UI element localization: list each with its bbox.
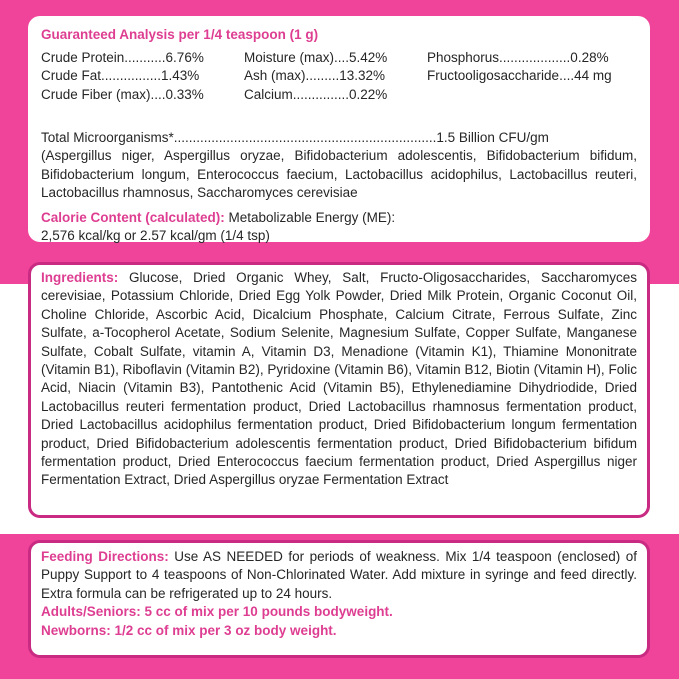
phosphorus-row: Phosphorus...................0.28% [427, 50, 609, 65]
analysis-column-2 [244, 49, 387, 104]
crude-fiber-row: Crude Fiber (max)....0.33% [41, 86, 204, 102]
ash-row: Ash (max).........13.32% [244, 68, 386, 84]
moisture-row: Moisture (max)....5.42% [244, 50, 388, 65]
analysis-column-3 [427, 49, 612, 86]
microorganisms-block [41, 129, 637, 203]
fructooligosaccharide-row: Fructooligosaccharide....44 mg [427, 68, 612, 84]
analysis-title: Guaranteed Analysis per 1/4 teaspoon (1 g) [41, 27, 319, 42]
newborns-dosage: Newborns: 1/2 cc of mix per 3 oz body weight. [41, 622, 337, 638]
calcium-row: Calcium...............0.22% [244, 86, 388, 102]
ingredients-list: Glucose, Dried Organic Whey, Salt, Fructo-Oligosaccharides, Saccharomyces cerevisiae, Potassium Chloride, Dried Egg Yolk Powder, Dried Milk Protein, Organic Coconut Oil, Choline Chloride, Ascorbic Acid, Dicalcium Phosphate, Calcium Citrate, Ferrous Sulfate, Zinc Sulfate, a-Tocopherol Acetate, Sodium Selenite, Magnesium Sulfate, Copper Sulfate, Manganese Sulfate, Cobalt Sulfate, vitamin A, Vitamin D3, Menadione (Vitamin K1), Thiamine Mononitrate (Vitamin B1), Riboflavin (Vitamin B2), Pyridoxine (Vitamin B6), Vitamin B12, Biotin (Vitamin H), Folic Acid, Niacin (Vitamin B3), Pantothenic Acid (Vitamin B5), Ethylenediamine Dihydriodide, Dried Lactobacillus reuteri fermentation product, Dried Lactobacillus rhamnosus fermentation product, Dried Lactobacillus acidophilus fermentation product, Dried Bifidobacterium longum fermentation product, Dried Bifidobacterium adolescentis fermentation product, Dried Bifidobacterium bifidum fermentation product, Dried Enterococcus faecium fermentation product, Dried Aspergillus niger Fermentation Extract, Dried Aspergillus oryzae Fermentation Extract [41, 270, 637, 488]
crude-protein-row: Crude Protein...........6.76% [41, 50, 204, 65]
calorie-text: Metabolizable Energy (ME): [224, 209, 396, 225]
ingredients-text-block [41, 269, 637, 490]
calorie-content [41, 209, 637, 246]
analysis-grid [41, 49, 637, 117]
ingredients-panel [28, 262, 650, 518]
feeding-directions-panel [28, 540, 650, 658]
calorie-label: Calorie Content (calculated): [41, 209, 225, 225]
feeding-label: Feeding Directions: [41, 549, 169, 564]
feeding-text: Use AS NEEDED for periods of weakness. Mix 1/4 teaspoon (enclosed) of Puppy Support to 4 teaspoons of Non-Chlorinated Water. Add mixture in syringe and feed directly. Extra formula can be refrigerated up to 24 hours. [41, 549, 638, 601]
microorganisms-list: (Aspergillus niger, Aspergillus oryzae, Bifidobacterium adolescentis, Bifidobacterium bifidum, Bifidobacterium longum, Enterococcus faecium, Lactobacillus acidophilus, Lactobacillus reuteri, Lactobacillus rhamnosus, Saccharomyces cerevisiae [41, 148, 637, 201]
total-microorganisms-line: Total Microorganisms*......................................................................1.5 Billion CFU/gm [41, 130, 549, 145]
feeding-text-block [41, 548, 637, 603]
ingredients-label: Ingredients: [41, 270, 119, 285]
calorie-value: 2,576 kcal/kg or 2.57 kcal/gm (1/4 tsp) [41, 228, 270, 244]
adults-dosage: Adults/Seniors: 5 cc of mix per 10 pounds bodyweight. [41, 604, 393, 620]
analysis-column-1 [41, 49, 204, 104]
guaranteed-analysis-panel [28, 16, 650, 242]
crude-fat-row: Crude Fat................1.43% [41, 68, 200, 84]
